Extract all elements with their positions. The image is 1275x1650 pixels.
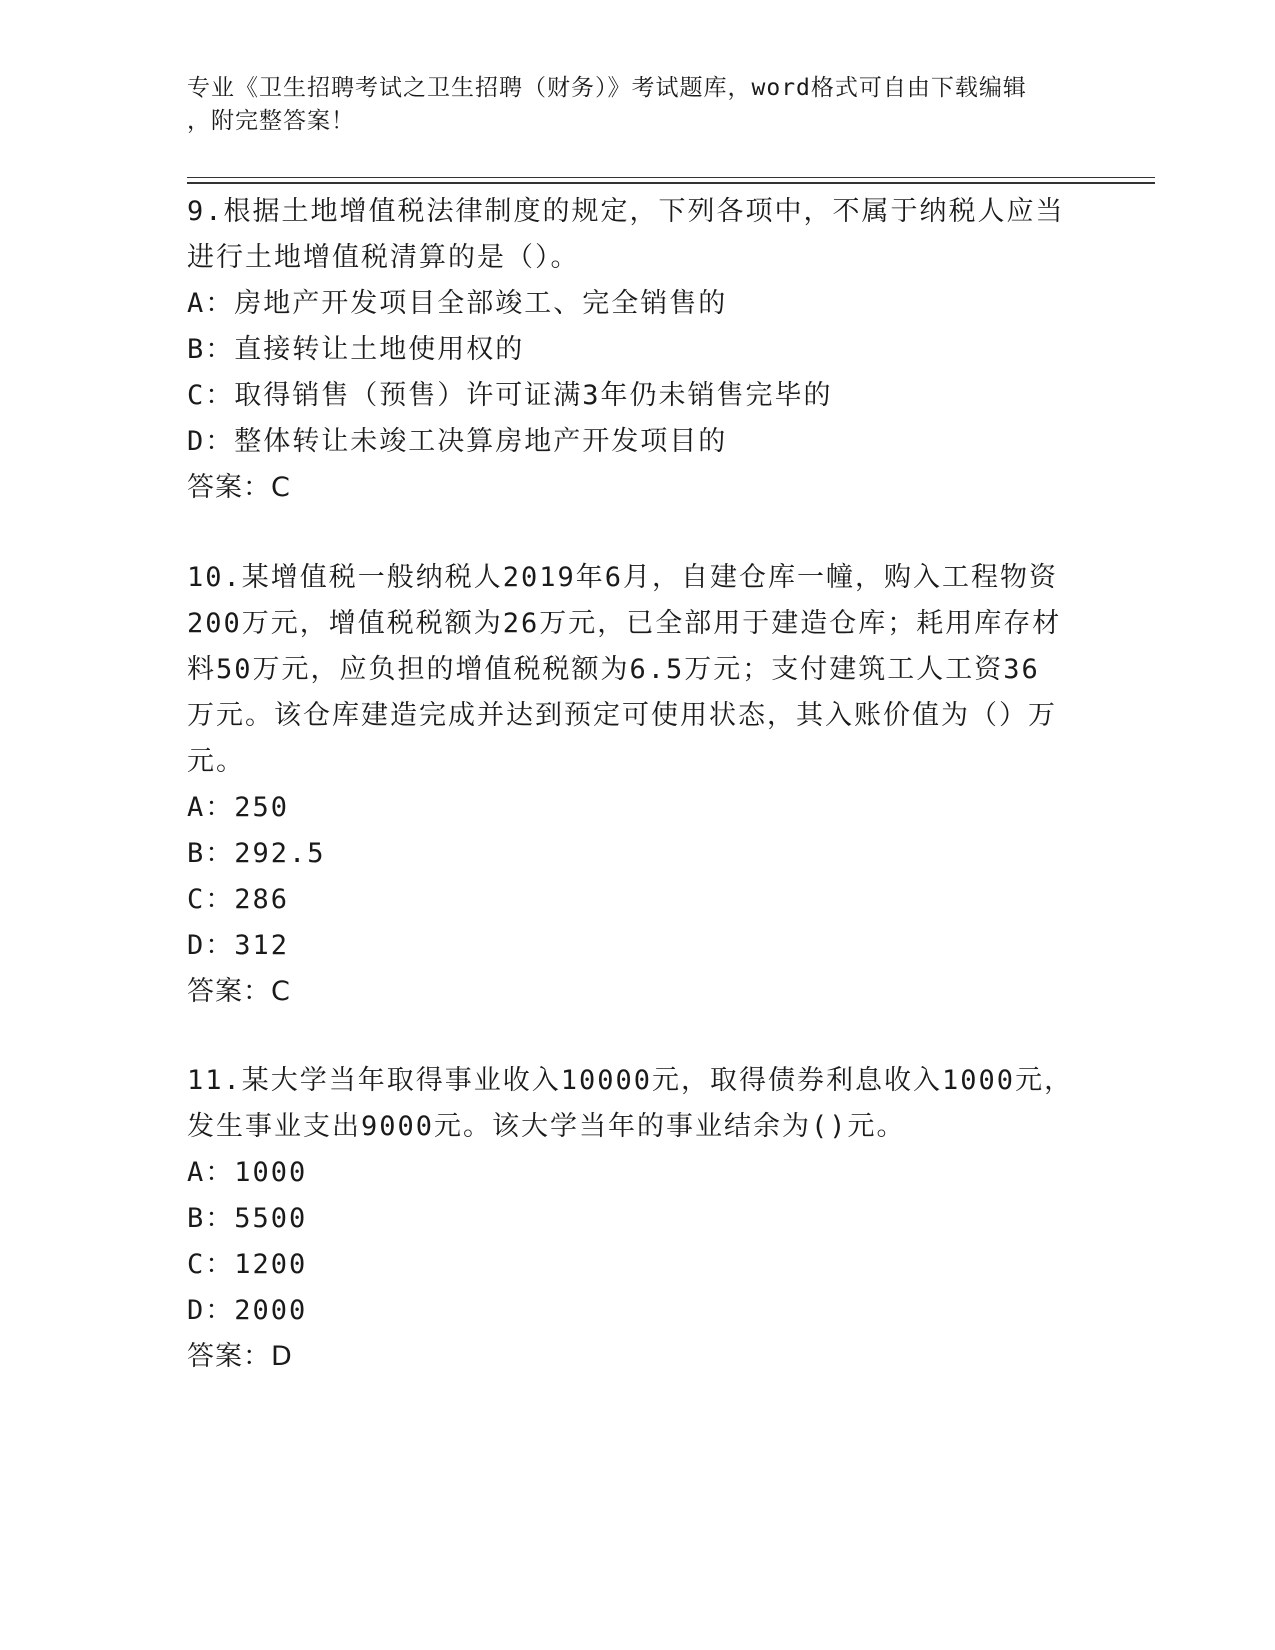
question-stem-line: 10.某增值税一般纳税人2019年6月，自建仓库一幢，购入工程物资 bbox=[187, 562, 1059, 593]
option-d: D：2000 bbox=[187, 1295, 308, 1326]
option-d: D：整体转让未竣工决算房地产开发项目的 bbox=[187, 426, 728, 457]
option-a: A：1000 bbox=[187, 1157, 308, 1188]
question-stem-line: 进行土地增值税清算的是（）。 bbox=[187, 242, 580, 273]
option-c: C：1200 bbox=[187, 1249, 308, 1280]
header-line-1: 专业《卫生招聘考试之卫生招聘（财务）》考试题库，word格式可自由下载编辑 bbox=[187, 75, 1027, 101]
question-10 bbox=[187, 555, 1087, 1015]
question-stem-line: 11.某大学当年取得事业收入10000元，取得债券利息收入1000元， bbox=[187, 1065, 1074, 1096]
question-stem-line: 发生事业支出9000元。该大学当年的事业结余为()元。 bbox=[187, 1111, 906, 1142]
option-b: B：直接转让土地使用权的 bbox=[187, 334, 525, 365]
question-stem-line: 200万元，增值税税额为26万元，已全部用于建造仓库；耗用库存材 bbox=[187, 608, 1062, 639]
answer-line: 答案：C bbox=[187, 472, 291, 503]
option-c: C：286 bbox=[187, 884, 290, 915]
option-c: C：取得销售（预售）许可证满3年仍未销售完毕的 bbox=[187, 380, 833, 411]
option-b: B：5500 bbox=[187, 1203, 308, 1234]
question-stem-line: 料50万元，应负担的增值税税额为6.5万元；支付建筑工人工资36 bbox=[187, 654, 1040, 685]
question-stem-line: 9.根据土地增值税法律制度的规定，下列各项中，不属于纳税人应当 bbox=[187, 196, 1065, 227]
answer-line: 答案：C bbox=[187, 976, 291, 1007]
question-11 bbox=[187, 1058, 1087, 1380]
header-divider-thin bbox=[187, 177, 1155, 178]
option-a: A：250 bbox=[187, 792, 290, 823]
header-line-2: ，附完整答案！ bbox=[187, 108, 355, 134]
answer-line: 答案：D bbox=[187, 1341, 293, 1372]
question-stem-line: 万元。该仓库建造完成并达到预定可使用状态，其入账价值为（）万 bbox=[187, 700, 1057, 731]
document-header bbox=[187, 72, 1067, 138]
question-stem-line: 元。 bbox=[187, 746, 245, 777]
option-d: D：312 bbox=[187, 930, 290, 961]
question-9 bbox=[187, 189, 1087, 511]
option-a: A：房地产开发项目全部竣工、完全销售的 bbox=[187, 288, 728, 319]
header-divider-thick bbox=[187, 182, 1155, 184]
option-b: B：292.5 bbox=[187, 838, 326, 869]
